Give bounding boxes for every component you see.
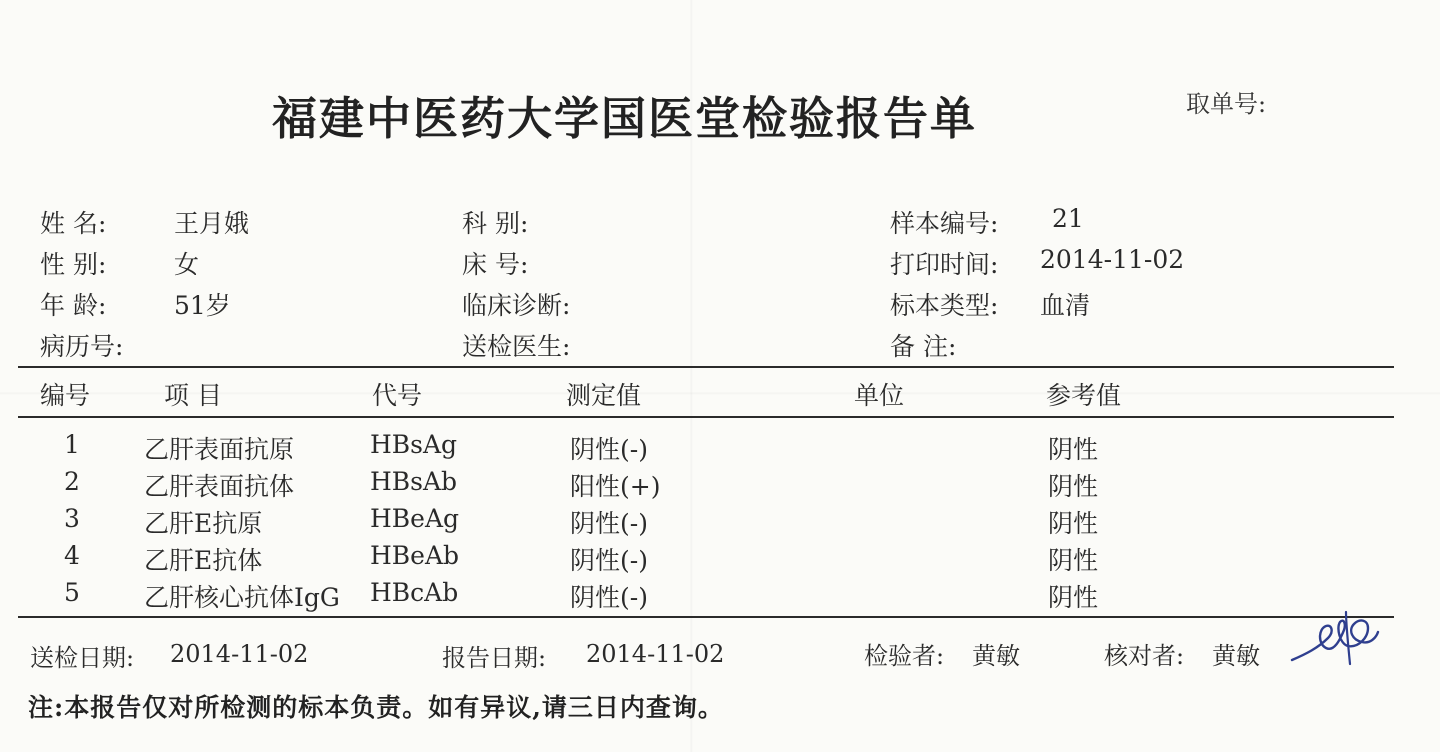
signature-mark	[1288, 604, 1384, 668]
sample-number: 21	[1052, 204, 1084, 233]
table-top-rule	[18, 366, 1394, 368]
sample-type: 血清	[1040, 291, 1091, 320]
row-item: 乙肝表面抗原	[144, 435, 295, 464]
row-reference: 阴性	[1048, 546, 1099, 575]
report-title: 福建中医药大学国医堂检验报告单	[272, 92, 978, 145]
table-bottom-rule	[18, 616, 1394, 618]
col-header-number: 编号	[40, 381, 91, 410]
col-header-reference: 参考值	[1046, 381, 1122, 410]
row-reference: 阴性	[1048, 472, 1099, 501]
department-label: 科 别:	[462, 209, 529, 238]
send-date: 2014-11-02	[170, 640, 309, 668]
row-reference: 阴性	[1048, 435, 1099, 464]
patient-age: 51岁	[174, 291, 231, 320]
doctor-label: 送检医生:	[462, 332, 571, 361]
row-value: 阴性(-)	[570, 583, 648, 612]
row-item: 乙肝E抗原	[144, 509, 263, 538]
row-value: 阴性(-)	[570, 509, 648, 538]
col-header-value: 测定值	[566, 381, 642, 410]
record-number-label: 病历号:	[40, 332, 124, 361]
report-date-label: 报告日期:	[442, 644, 547, 672]
row-reference: 阴性	[1048, 583, 1099, 612]
row-number: 2	[64, 467, 80, 496]
table-header-rule	[18, 416, 1394, 418]
name-label: 姓 名:	[40, 209, 107, 238]
checker-name: 黄敏	[1212, 642, 1260, 670]
row-value: 阴性(-)	[570, 435, 648, 464]
sample-type-label: 标本类型:	[890, 291, 999, 320]
row-value: 阴性(-)	[570, 546, 648, 575]
patient-sex: 女	[174, 250, 200, 279]
bed-label: 床 号:	[462, 250, 529, 279]
row-code: HBcAb	[370, 578, 459, 607]
report-date: 2014-11-02	[586, 640, 725, 668]
row-number: 4	[64, 541, 80, 570]
diagnosis-label: 临床诊断:	[462, 291, 571, 320]
row-value: 阳性(+)	[570, 472, 661, 501]
row-number: 5	[64, 578, 80, 607]
row-reference: 阴性	[1048, 509, 1099, 538]
checker-label: 核对者:	[1104, 642, 1185, 670]
tester-name: 黄敏	[972, 642, 1020, 670]
row-code: HBsAb	[370, 467, 458, 496]
row-code: HBeAg	[370, 504, 460, 533]
print-time: 2014-11-02	[1040, 245, 1185, 274]
col-header-code: 代号	[372, 381, 423, 410]
age-label: 年 龄:	[40, 291, 107, 320]
row-code: HBsAg	[370, 430, 458, 459]
row-number: 3	[64, 504, 80, 533]
row-item: 乙肝E抗体	[144, 546, 263, 575]
col-header-unit: 单位	[854, 381, 905, 410]
row-number: 1	[64, 430, 80, 459]
sex-label: 性 别:	[40, 250, 107, 279]
remark-label: 备 注:	[890, 332, 957, 361]
ticket-number-label: 取单号:	[1186, 90, 1267, 118]
col-header-item: 项 目	[164, 381, 222, 410]
patient-name: 王月娥	[174, 209, 250, 238]
disclaimer-note: 注:本报告仅对所检测的标本负责。如有异议,请三日内查询。	[28, 693, 724, 722]
sample-number-label: 样本编号:	[890, 209, 999, 238]
tester-label: 检验者:	[864, 642, 945, 670]
row-item: 乙肝核心抗体IgG	[144, 583, 340, 612]
send-date-label: 送检日期:	[30, 644, 135, 672]
row-code: HBeAb	[370, 541, 460, 570]
print-time-label: 打印时间:	[890, 250, 999, 279]
row-item: 乙肝表面抗体	[144, 472, 295, 501]
